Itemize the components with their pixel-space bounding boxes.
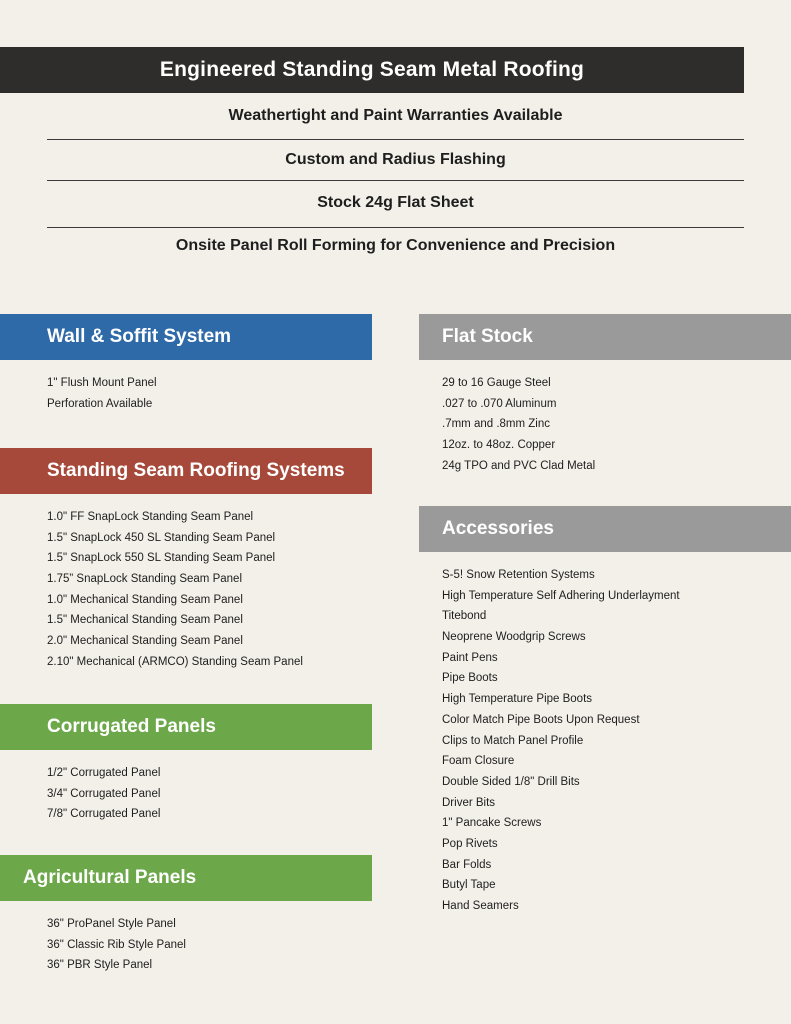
list-item: Titebond [442, 610, 487, 623]
feature-roll-forming: Onsite Panel Roll Forming for Convenience and Precision [175, 237, 616, 254]
list-item: 12oz. to 48oz. Copper [442, 439, 556, 452]
list-item: Hand Seamers [442, 900, 519, 912]
section-header-corrugated: Corrugated Panels [0, 704, 372, 750]
feature-flashing: Custom and Radius Flashing [285, 151, 506, 168]
list-item: Neoprene Woodgrip Screws [442, 631, 586, 644]
divider [47, 227, 744, 228]
list-item: 1.5" SnapLock 550 SL Standing Seam Panel [47, 552, 276, 565]
list-item: 1.5" SnapLock 450 SL Standing Seam Panel [47, 531, 276, 544]
list-item: 1" Flush Mount Panel [47, 377, 157, 389]
list-item: 1.75” SnapLock Standing Seam Panel [47, 573, 242, 586]
list-item: 36" ProPanel Style Panel [47, 918, 176, 930]
list-item: Pop Rivets [442, 837, 498, 850]
list-item: S-5! Snow Retention Systems [442, 569, 595, 581]
main-banner-title: Engineered Standing Seam Metal Roofing [0, 47, 744, 93]
list-item: .7mm and .8mm Zinc [442, 418, 550, 431]
accessories-list [442, 565, 680, 917]
standing-seam-list [47, 507, 303, 673]
section-header-wall-soffit: Wall & Soffit System [0, 314, 372, 360]
list-item: Foam Closure [442, 755, 515, 768]
corrugated-list [47, 763, 160, 825]
list-item: 1.0" Mechanical Standing Seam Panel [47, 593, 243, 606]
list-item: 24g TPO and PVC Clad Metal [442, 459, 596, 472]
list-item: Butyl Tape [442, 879, 496, 892]
list-item: High Temperature Self Adhering Underlayment [442, 589, 680, 602]
wall-soffit-list [47, 373, 157, 414]
list-item: .027 to .070 Aluminum [442, 397, 557, 410]
feature-warranties: Weathertight and Paint Warranties Available [228, 107, 563, 124]
list-item: Bar Folds [442, 858, 492, 871]
list-item: 36" Classic Rib Style Panel [47, 938, 186, 951]
list-item: 36" PBR Style Panel [47, 959, 153, 972]
list-item: Clips to Match Panel Profile [442, 734, 584, 747]
list-item: High Temperature Pipe Boots [442, 693, 593, 706]
agricultural-list [47, 914, 186, 976]
flat-stock-list [442, 373, 595, 476]
section-header-accessories: Accessories [419, 506, 791, 552]
list-item: 1.0" FF SnapLock Standing Seam Panel [47, 511, 254, 523]
list-item: Double Sided 1/8" Drill Bits [442, 775, 580, 788]
list-item: Color Match Pipe Boots Upon Request [442, 713, 640, 726]
list-item: 2.10" Mechanical (ARMCO) Standing Seam Panel [47, 655, 303, 668]
divider [47, 139, 744, 140]
feature-flat-sheet: Stock 24g Flat Sheet [317, 194, 474, 211]
list-item: 2.0" Mechanical Standing Seam Panel [47, 635, 243, 648]
list-item: 29 to 16 Gauge Steel [442, 377, 551, 389]
divider [47, 180, 744, 181]
list-item: 1.5" Mechanical Standing Seam Panel [47, 614, 243, 627]
list-item: 7/8" Corrugated Panel [47, 808, 161, 821]
section-header-agricultural: Agricultural Panels [0, 855, 372, 901]
list-item: 1" Pancake Screws [442, 817, 542, 830]
list-item: Pipe Boots [442, 672, 498, 685]
list-item: 3/4" Corrugated Panel [47, 787, 161, 800]
list-item: Driver Bits [442, 796, 496, 809]
list-item: 1/2" Corrugated Panel [47, 767, 161, 779]
list-item: Paint Pens [442, 651, 498, 664]
section-header-standing-seam: Standing Seam Roofing Systems [0, 448, 372, 494]
section-header-flat-stock: Flat Stock [419, 314, 791, 360]
list-item: Perforation Available [47, 397, 153, 410]
